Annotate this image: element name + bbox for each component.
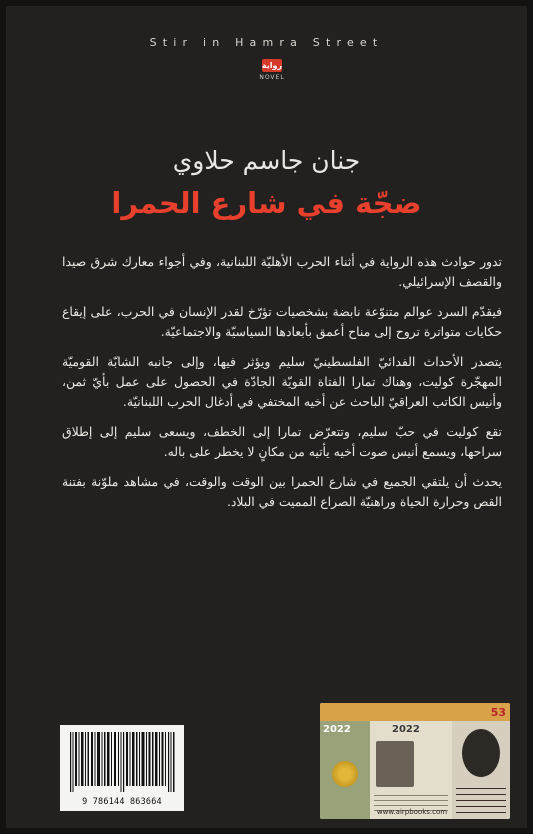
blurb [62,252,502,522]
sticker-seal-lines [456,783,506,813]
sticker-center-panel [370,721,452,819]
sticker-year-secondary: 2022 [392,724,420,735]
sticker-year: 2022 [323,724,351,735]
publisher-logo-mark: رواية [262,59,282,72]
blurb-paragraph: يحدث أن يلتقي الجميع في شارع الحمرا بين الوقت والوقت، في مشاهد ملوّنة بفتنة القص وحرارة الحياة وراهنيّة الصراع المميت في البلاد. [62,474,502,509]
blurb-paragraph: يتصدر الأحداث الفدائيّ الفلسطينيّ سليم ويؤثر فيها، وإلى جانبه الشابّة القوميّة المهجّرة كوليت، وهناك تمارا الفتاة القويّة الجادّة في الحصول على عمل بأيّ ثمن، وأنيس الكاتب العراقيّ الباحث عن أخيه المختفي في أدغال الحرب اللبنانيّة. [62,354,502,409]
blurb-paragraph: فيقدّم السرد عوالم متنوّعة نابضة بشخصيات تؤرّخ لقدر الإنسان في الحرب، على إيقاع حكايات متواترة تروح إلى مناح أعمق بأبعادها السياسيّة والاجتماعيّة. [62,304,502,339]
blurb-paragraph: تدور حوادث هذه الرواية في أثناء الحرب الأهليّة اللبنانية، وفي أجواء معارك شرق صيدا والقصف الإسرائيلي. [62,254,502,289]
isbn-barcode [60,725,184,811]
seal-icon [462,729,500,777]
publisher-logo [260,59,284,89]
sticker-left-panel [320,721,370,819]
publisher-logo-label: NOVEL [259,74,285,81]
book-title: ضجّة في شارع الحمرا [111,186,422,220]
series-title: Stir in Hamra Street [149,36,384,49]
author-name: جنان جاسم حلاوي [172,146,361,175]
isbn-number: 9 786144 863664 [82,797,162,807]
portrait-icon [376,741,414,787]
sticker-right-panel [452,721,510,819]
blurb-paragraph: تقع كوليت في حبّ سليم، وتتعرّض تمارا إلى الخطف، ويسعى سليم إلى إطلاق سراحها، ويسمع أنيس صوت أخيه يأتيه من مكانٍ لا يخطر على باله. [62,424,502,459]
book-fair-sticker [320,703,510,819]
sticker-header [320,703,510,721]
sticker-url: www.airpbooks.com [376,808,448,816]
emblem-icon [332,761,358,787]
barcode-bars-icon [68,732,176,792]
sticker-number: 53 [490,705,506,719]
